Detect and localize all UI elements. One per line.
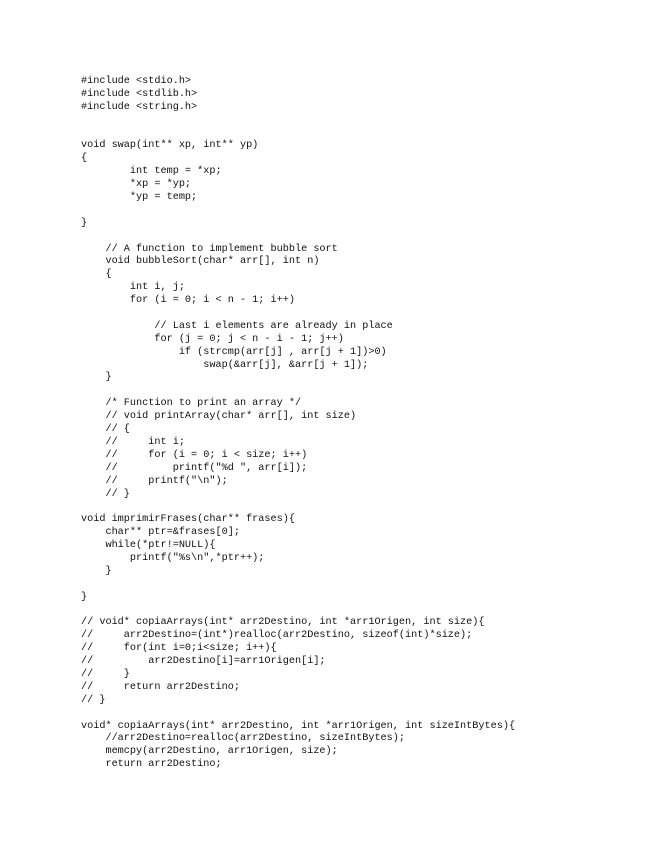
code-line-28: // { (81, 424, 130, 436)
code-line-34 (81, 501, 641, 514)
code-line-26: /* Function to print an array */ (81, 398, 302, 410)
code-line-15: void bubbleSort(char* arr[], int n) (81, 256, 320, 268)
code-line-27: // void printArray(char* arr[], int size) (81, 411, 357, 423)
code-line-10: *yp = temp; (81, 192, 198, 204)
code-line-37: while(*ptr!=NULL){ (81, 540, 216, 552)
code-listing (81, 76, 641, 772)
code-line-51: void* copiaArrays(int* arr2Destino, int *arr1Origen, int sizeIntBytes){ (81, 720, 516, 732)
code-line-2: #include <stdlib.h> (81, 88, 198, 100)
code-line-7: { (81, 153, 88, 165)
code-line-38: printf("%s\n",*ptr++); (81, 552, 265, 564)
code-line-17: int i, j; (81, 282, 185, 294)
code-line-48: // return arr2Destino; (81, 681, 240, 693)
code-line-39: } (81, 565, 112, 577)
code-line-44: // arr2Destino=(int*)realloc(arr2Destino, sizeof(int)*size); (81, 630, 473, 642)
code-line-41: } (81, 591, 88, 603)
code-line-49: // } (81, 694, 106, 706)
code-line-16: { (81, 269, 112, 281)
code-line-32: // printf("\n"); (81, 475, 228, 487)
code-line-46: // arr2Destino[i]=arr1Origen[i]; (81, 656, 326, 668)
code-line-14: // A function to implement bubble sort (81, 243, 338, 255)
code-line-8: int temp = *xp; (81, 166, 222, 178)
code-line-30: // for (i = 0; i < size; i++) (81, 449, 308, 461)
code-line-21: for (j = 0; j < n - i - 1; j++) (81, 333, 344, 345)
code-line-22: if (strcmp(arr[j] , arr[j + 1])>0) (81, 346, 387, 358)
code-line-53: memcpy(arr2Destino, arr1Origen, size); (81, 746, 338, 758)
code-line-11 (81, 205, 641, 218)
code-line-29: // int i; (81, 436, 185, 448)
code-line-52: //arr2Destino=realloc(arr2Destino, sizeIntBytes); (81, 733, 406, 745)
code-line-1: #include <stdio.h> (81, 76, 192, 87)
code-line-3: #include <string.h> (81, 101, 198, 113)
code-line-20: // Last i elements are already in place (81, 320, 393, 332)
code-line-54: return arr2Destino; (81, 759, 222, 771)
code-line-18: for (i = 0; i < n - 1; i++) (81, 295, 295, 307)
code-line-47: // } (81, 668, 130, 680)
code-line-45: // for(int i=0;i<size; i++){ (81, 643, 277, 655)
code-line-9: *xp = *yp; (81, 179, 192, 191)
code-line-42 (81, 605, 641, 618)
code-line-25 (81, 385, 641, 398)
code-line-33: // } (81, 488, 130, 500)
code-line-23: swap(&arr[j], &arr[j + 1]); (81, 359, 369, 371)
code-line-35: void imprimirFrases(char** frases){ (81, 514, 295, 526)
code-line-19 (81, 308, 641, 321)
code-line-36: char** ptr=&frases[0]; (81, 527, 240, 539)
code-line-50 (81, 708, 641, 721)
code-line-6: void swap(int** xp, int** yp) (81, 140, 259, 152)
code-line-13 (81, 231, 641, 244)
code-line-12: } (81, 217, 88, 229)
code-line-4 (81, 115, 641, 128)
code-line-31: // printf("%d ", arr[i]); (81, 462, 308, 474)
code-line-43: // void* copiaArrays(int* arr2Destino, int *arr1Origen, int size){ (81, 617, 485, 629)
code-line-5 (81, 128, 641, 141)
code-line-24: } (81, 372, 112, 384)
code-line-40 (81, 579, 641, 592)
